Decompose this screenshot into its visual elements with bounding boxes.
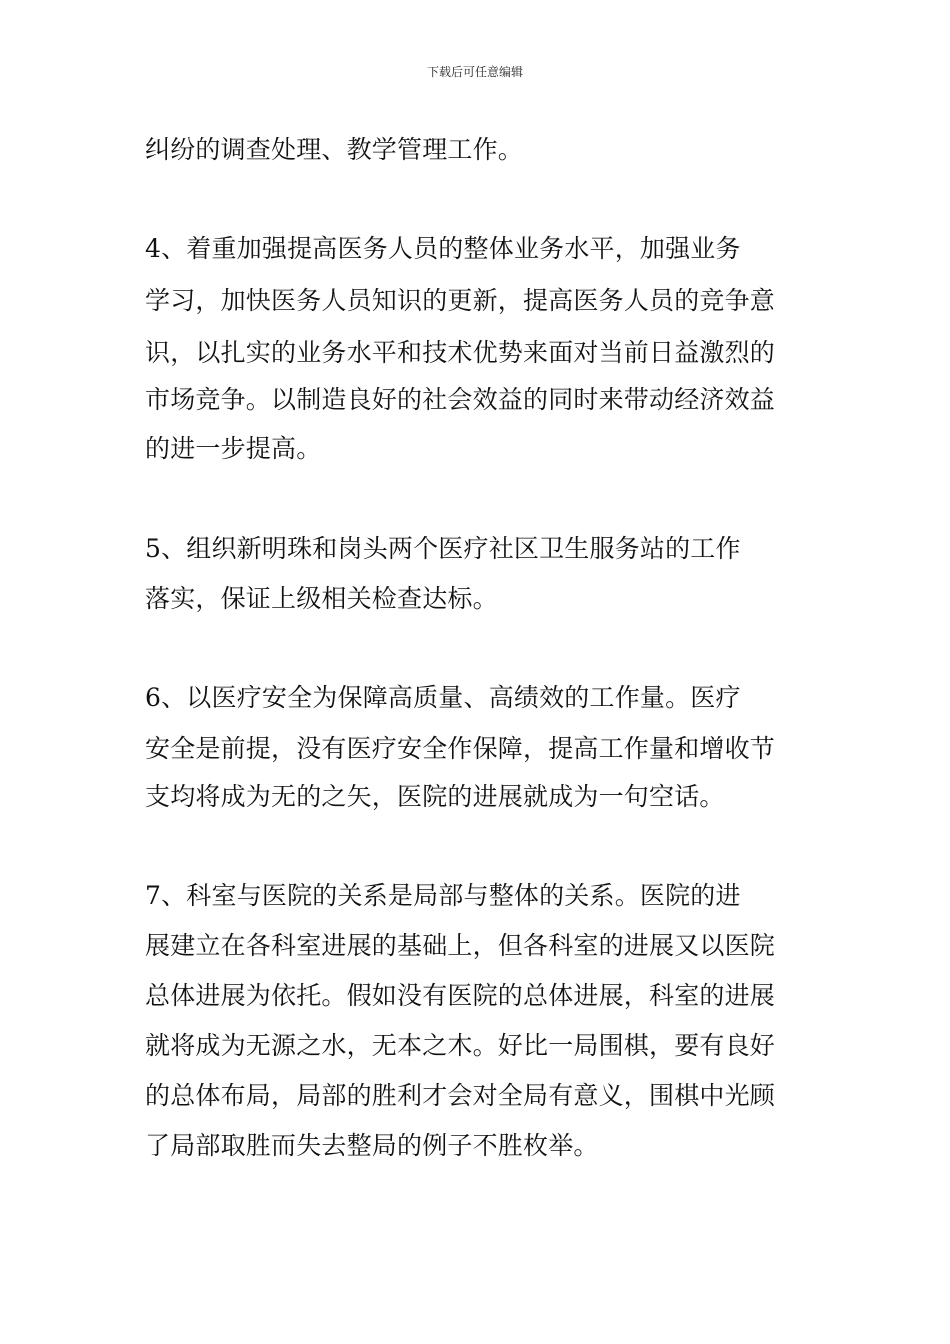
paragraph-line: 安全是前提，没有医疗安全作保障，提高工作量和增收节	[145, 734, 776, 763]
page-header: 下载后可任意编辑	[426, 65, 523, 79]
paragraph-line: 总体进展为依托。假如没有医院的总体进展，科室的进展	[145, 981, 776, 1010]
paragraph-line: 5、组织新明珠和岗头两个医疗社区卫生服务站的工作	[145, 534, 741, 563]
paragraph-line: 7、科室与医院的关系是局部与整体的关系。医院的进	[145, 881, 741, 910]
paragraph-line: 落实，保证上级相关检查达标。	[145, 584, 498, 613]
paragraph-line: 了局部取胜而失去整局的例子不胜枚举。	[145, 1131, 599, 1160]
paragraph-line: 4、着重加强提高医务人员的整体业务水平，加强业务	[145, 234, 741, 263]
paragraph-line: 的总体布局，局部的胜利才会对全局有意义，围棋中光顾	[145, 1081, 776, 1110]
paragraph-line: 识，以扎实的业务水平和技术优势来面对当前日益激烈的	[145, 338, 776, 367]
paragraph-line: 纠纷的调查处理、教学管理工作。	[145, 135, 524, 164]
paragraph-line: 学习，加快医务人员知识的更新，提高医务人员的竞争意	[145, 286, 776, 315]
paragraph-line: 6、以医疗安全为保障高质量、高绩效的工作量。医疗	[145, 683, 741, 712]
paragraph-line: 市场竞争。以制造良好的社会效益的同时来带动经济效益	[145, 385, 776, 414]
paragraph-line: 的进一步提高。	[145, 434, 322, 463]
paragraph-line: 就将成为无源之水，无本之木。好比一局围棋，要有良好	[145, 1031, 776, 1060]
paragraph-line: 展建立在各科室进展的基础上，但各科室的进展又以医院	[145, 931, 776, 960]
paragraph-line: 支均将成为无的之矢，医院的进展就成为一句空话。	[145, 782, 725, 811]
